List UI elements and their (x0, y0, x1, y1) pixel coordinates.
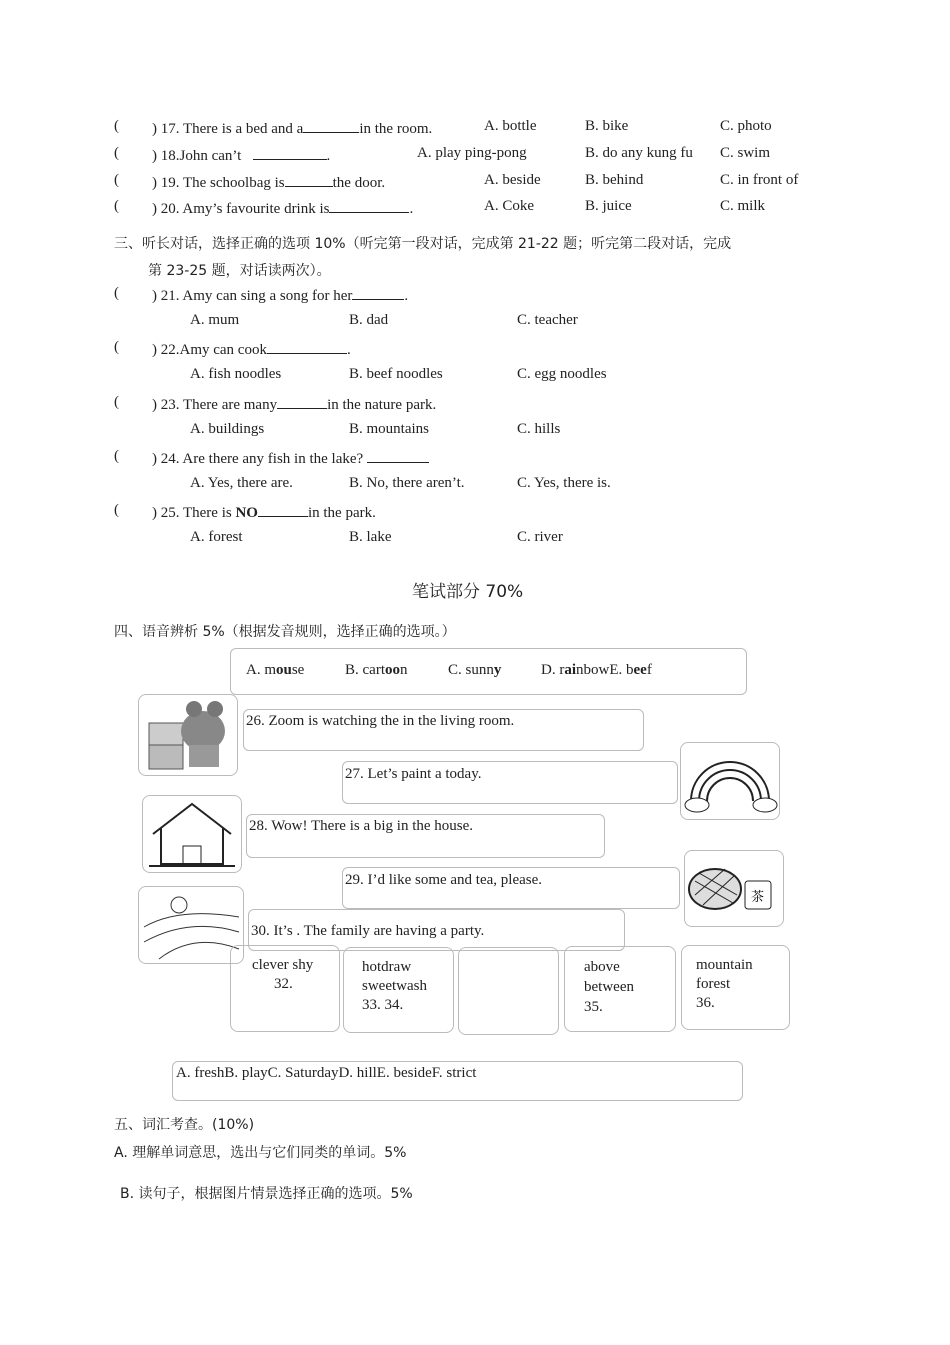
option-b: B. bike (585, 118, 629, 134)
section-5-a: A. 理解单词意思，选出与它们同类的单词。5% (114, 1145, 407, 1161)
answer-blank (367, 448, 429, 463)
section-5-b: B. 读句子，根据图片情景选择正确的选项。5% (120, 1186, 413, 1202)
phonics-option-a: A. mouse (246, 662, 305, 678)
question-27-box (342, 761, 678, 804)
word-box-35 (564, 946, 676, 1032)
option-a: A. mum (190, 312, 240, 328)
phonics-option-b: B. cartoon (345, 662, 408, 678)
written-part-title: 笔试部分 70% (412, 582, 524, 602)
question-28: 28. Wow! There is a big in the house. (249, 818, 474, 834)
section-3-title-line2: 第 23-25 题，对话读两次）。 (148, 263, 331, 279)
question-text-after: in the park. (307, 505, 376, 521)
word-line: mountain (696, 957, 753, 973)
question-28-box (246, 814, 605, 858)
option-c: C. river (517, 529, 563, 545)
phonics-option-d: D. rainbowE. beef (541, 662, 652, 678)
word-options: A. freshB. playC. SaturdayD. hillE. besideF. strict (176, 1065, 477, 1081)
option-a: A. beside (484, 172, 541, 188)
option-c: C. milk (720, 198, 766, 214)
option-a: A. forest (190, 529, 243, 545)
question-text-after: . (326, 148, 331, 164)
paren: ( (114, 118, 119, 134)
option-c: C. egg noodles (517, 366, 607, 382)
word-options-box (172, 1061, 743, 1101)
option-a: A. fish noodles (190, 366, 282, 382)
option-b: B. lake (349, 529, 392, 545)
bold-no: NO (235, 505, 258, 521)
question-text: ) 24. Are there any fish in the lake? (152, 451, 364, 467)
question-text-after: . (404, 288, 409, 304)
paren: ( (114, 502, 119, 518)
option-b: B. dad (349, 312, 389, 328)
word-box-empty (458, 947, 559, 1035)
question-text: ) 25. There is (152, 505, 232, 521)
tea-char: 茶 (751, 889, 765, 904)
rainbow-picture (680, 742, 780, 820)
word-line: 32. (274, 976, 293, 992)
word-box-36 (681, 945, 790, 1030)
option-c: C. Yes, there is. (517, 475, 611, 491)
question-text-after: . (346, 342, 351, 358)
word-line: 35. (584, 999, 603, 1015)
word-box-32 (230, 945, 340, 1032)
option-b: B. juice (585, 198, 632, 214)
word-line: above (584, 959, 620, 975)
word-line: clever shy (252, 957, 314, 973)
answer-blank (303, 118, 359, 133)
paren: ( (114, 448, 119, 464)
tv-mouse-picture (138, 694, 238, 776)
section-3-title: 三、听长对话，选择正确的选项 10%（听完第一段对话，完成第 21-22 题；听完第二段对话，完成 (114, 236, 732, 252)
answer-blank (253, 145, 327, 160)
word-line: 36. (696, 995, 715, 1011)
question-text: ) 21. Amy can sing a song for her (152, 288, 353, 304)
paren: ( (114, 145, 119, 161)
phonics-option-c: C. sunny (448, 662, 502, 678)
option-c: C. teacher (517, 312, 578, 328)
question-text-after: . (409, 201, 414, 217)
option-c: C. hills (517, 421, 561, 437)
section-5-title: 五、词汇考查。(10%) (114, 1117, 255, 1133)
paren: ( (114, 394, 119, 410)
question-text-after: in the nature park. (327, 397, 437, 413)
question-text-after: the door. (332, 175, 386, 191)
word-line: 33. 34. (362, 997, 404, 1013)
house-picture (142, 795, 242, 873)
option-c: C. swim (720, 145, 771, 161)
question-27: 27. Let’s paint a today. (345, 766, 482, 782)
word-box-33-34 (343, 947, 454, 1033)
answer-blank (285, 172, 333, 187)
sunny-hills-picture (138, 886, 244, 964)
option-b: B. behind (585, 172, 644, 188)
answer-blank (277, 394, 327, 409)
phonics-options-box (230, 648, 747, 695)
word-line: between (584, 979, 634, 995)
option-b: B. mountains (349, 421, 430, 437)
question-text: ) 18.John can’t (152, 148, 242, 164)
question-text: ) 22.Amy can cook (152, 342, 267, 358)
option-a: A. Coke (484, 198, 534, 214)
question-26-box (243, 709, 644, 751)
answer-blank (267, 339, 347, 354)
question-text: ) 20. Amy’s favourite drink is (152, 201, 330, 217)
word-line: sweetwash (362, 978, 427, 994)
question-text-after: in the room. (359, 121, 433, 137)
paren: ( (114, 198, 119, 214)
question-text: ) 23. There are many (152, 397, 278, 413)
question-29: 29. I’d like some and tea, please. (345, 872, 543, 888)
answer-blank (352, 285, 404, 300)
answer-blank (258, 502, 308, 517)
question-29-box (342, 867, 680, 909)
paren: ( (114, 339, 119, 355)
question-26: 26. Zoom is watching the in the living room. (246, 713, 515, 729)
option-b: B. do any kung fu (585, 145, 693, 161)
question-text: ) 19. The schoolbag is (152, 175, 285, 191)
option-c: C. photo (720, 118, 772, 134)
word-line: forest (696, 976, 731, 992)
option-a: A. bottle (484, 118, 537, 134)
question-text: ) 17. There is a bed and a (152, 121, 304, 137)
beef-tea-picture (684, 850, 784, 927)
option-b: B. beef noodles (349, 366, 443, 382)
option-c: C. in front of (720, 172, 799, 188)
word-line: hotdraw (362, 959, 412, 975)
section-4-title: 四、语音辨析 5%（根据发音规则，选择正确的选项。） (114, 624, 456, 640)
question-30: 30. It’s . The family are having a party. (251, 923, 485, 939)
paren: ( (114, 285, 119, 301)
answer-blank (329, 198, 409, 213)
option-a: A. buildings (190, 421, 265, 437)
option-a: A. play ping-pong (417, 145, 527, 161)
option-b: B. No, there aren’t. (349, 475, 465, 491)
paren: ( (114, 172, 119, 188)
option-a: A. Yes, there are. (190, 475, 293, 491)
